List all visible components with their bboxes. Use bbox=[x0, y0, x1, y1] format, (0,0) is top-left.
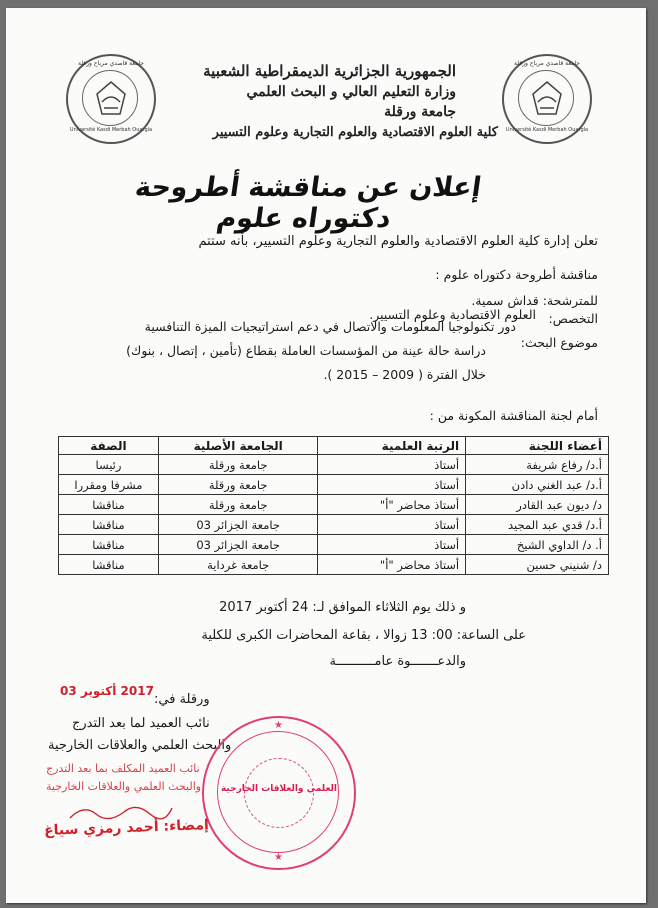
member-role: مناقشا bbox=[59, 515, 159, 535]
header-role: الصفة bbox=[59, 437, 159, 455]
member-rank: أستاذ bbox=[318, 515, 466, 535]
header-rank: الرتبة العلمية bbox=[318, 437, 466, 455]
logo-right-text: جامعة قاصدي مرباح ورقلة bbox=[514, 60, 580, 67]
signatory-line-1: نائب العميد لما بعد التدرج bbox=[72, 716, 210, 731]
specialty-value: العلوم الاقتصادية وعلوم التسيير. bbox=[369, 307, 536, 322]
table-row bbox=[59, 495, 609, 515]
member-role: رئيسا bbox=[59, 455, 159, 475]
invite-line: والدعـــــــوة عامــــــــــة bbox=[329, 654, 466, 669]
member-name: أ.د/ قدي عبد المجيد bbox=[466, 515, 609, 535]
member-university: جامعة ورقلة bbox=[158, 455, 318, 475]
header-university: الجامعة الأصلية bbox=[158, 437, 318, 455]
committee-header-row bbox=[59, 437, 609, 455]
member-rank: أستاذ محاضر "أ" bbox=[318, 555, 466, 575]
member-rank: أستاذ محاضر "أ" bbox=[318, 495, 466, 515]
official-stamp bbox=[202, 716, 356, 870]
header-ministry: وزارة التعليم العالي و البحث العلمي bbox=[246, 84, 456, 100]
member-rank: أستاذ bbox=[318, 475, 466, 495]
member-university: جامعة غرداية bbox=[158, 555, 318, 575]
member-name: د/ ديون عبد القادر bbox=[466, 495, 609, 515]
stamp-overlay-line-2: والبحث العلمي والعلاقات الخارجية bbox=[46, 780, 202, 793]
university-logo-right bbox=[502, 54, 592, 144]
document-page bbox=[6, 8, 646, 903]
stamp-star-icon: ★ bbox=[274, 720, 283, 731]
place-date-label: ورقلة في: bbox=[154, 692, 210, 707]
intro-line: تعلن إدارة كلية العلوم الاقتصادية والعلوم التجارية وعلوم التسيير، بأنه ستتم bbox=[198, 234, 598, 249]
announcement-title: إعلان عن مناقشة أطروحة دكتوراه علوم bbox=[133, 172, 484, 234]
table-row bbox=[59, 515, 609, 535]
committee-table bbox=[58, 436, 609, 575]
header-republic: الجمهورية الجزائرية الديمقراطية الشعبية bbox=[203, 62, 456, 80]
topic-line-2: دراسة حالة عينة من المؤسسات العاملة بقطاع (تأمين ، إتصال ، بنوك) bbox=[126, 343, 486, 358]
logo-left-text-fr: Université Kasdi Merbah Ouargla bbox=[69, 127, 153, 133]
candidate-line: للمترشحة: قداش سمية. bbox=[471, 293, 598, 308]
table-row bbox=[59, 555, 609, 575]
university-emblem-icon bbox=[528, 78, 566, 118]
header-members: أعضاء اللجنة bbox=[466, 437, 609, 455]
signature-label: إمضاء: أحمد رمزي سياغ bbox=[43, 817, 210, 839]
date-line: و ذلك يوم الثلاثاء الموافق لـ: 24 أكتوبر 2017 bbox=[219, 600, 466, 615]
member-university: جامعة الجزائر 03 bbox=[158, 515, 318, 535]
member-role: مناقشا bbox=[59, 535, 159, 555]
member-university: جامعة الجزائر 03 bbox=[158, 535, 318, 555]
logo-right-text-fr: Université Kasdi Merbah Ouargla bbox=[505, 127, 589, 133]
member-name: أ. د/ الداوي الشيخ bbox=[466, 535, 609, 555]
member-rank: أستاذ bbox=[318, 535, 466, 555]
topic-line-3: خلال الفترة ( 2009 – 2015 ). bbox=[323, 367, 486, 382]
header-university: جامعة ورقلة bbox=[384, 104, 456, 120]
stamp-overlay-line-1: نائب العميد المكلف بما بعد التدرج bbox=[46, 762, 200, 775]
member-university: جامعة ورقلة bbox=[158, 475, 318, 495]
member-role: مشرفا ومقررا bbox=[59, 475, 159, 495]
signatory-line-2: والبحث العلمي والعلاقات الخارجية bbox=[48, 738, 232, 753]
member-role: مناقشا bbox=[59, 495, 159, 515]
member-university: جامعة ورقلة bbox=[158, 495, 318, 515]
place-date-value: 2017 أكتوبر 03 bbox=[60, 684, 154, 698]
topic-label: موضوع البحث: bbox=[520, 335, 598, 350]
signature-scribble-icon bbox=[66, 800, 176, 824]
stamp-star-icon: ★ bbox=[274, 852, 283, 863]
member-rank: أستاذ bbox=[318, 455, 466, 475]
time-line: على الساعة: 00: 13 زوالا ، بقاعة المحاضرات الكبرى للكلية bbox=[201, 628, 526, 643]
table-row bbox=[59, 455, 609, 475]
logo-left-text: جامعة قاصدي مرباح ورقلة bbox=[78, 60, 144, 67]
table-row bbox=[59, 475, 609, 495]
member-name: د/ شنيني حسين bbox=[466, 555, 609, 575]
member-role: مناقشا bbox=[59, 555, 159, 575]
university-emblem-icon bbox=[92, 78, 130, 118]
header-faculty: كلية العلوم الاقتصادية والعلوم التجارية وعلوم التسيير bbox=[212, 125, 498, 140]
committee-intro: أمام لجنة المناقشة المكونة من : bbox=[429, 408, 598, 423]
topic-line-1: دور تكنولوجيا المعلومات والاتصال في دعم استراتيجيات الميزة التنافسية bbox=[144, 319, 516, 334]
specialty-label: التخصص: bbox=[548, 311, 598, 326]
university-logo-left bbox=[66, 54, 156, 144]
member-name: أ.د/ عبد الغني دادن bbox=[466, 475, 609, 495]
table-row bbox=[59, 535, 609, 555]
intro-line-2: مناقشة أطروحة دكتوراه علوم : bbox=[435, 267, 598, 282]
stamp-center-text: العلمي والعلاقات الخارجية bbox=[220, 784, 338, 794]
member-name: أ.د/ رفاع شريفة bbox=[466, 455, 609, 475]
